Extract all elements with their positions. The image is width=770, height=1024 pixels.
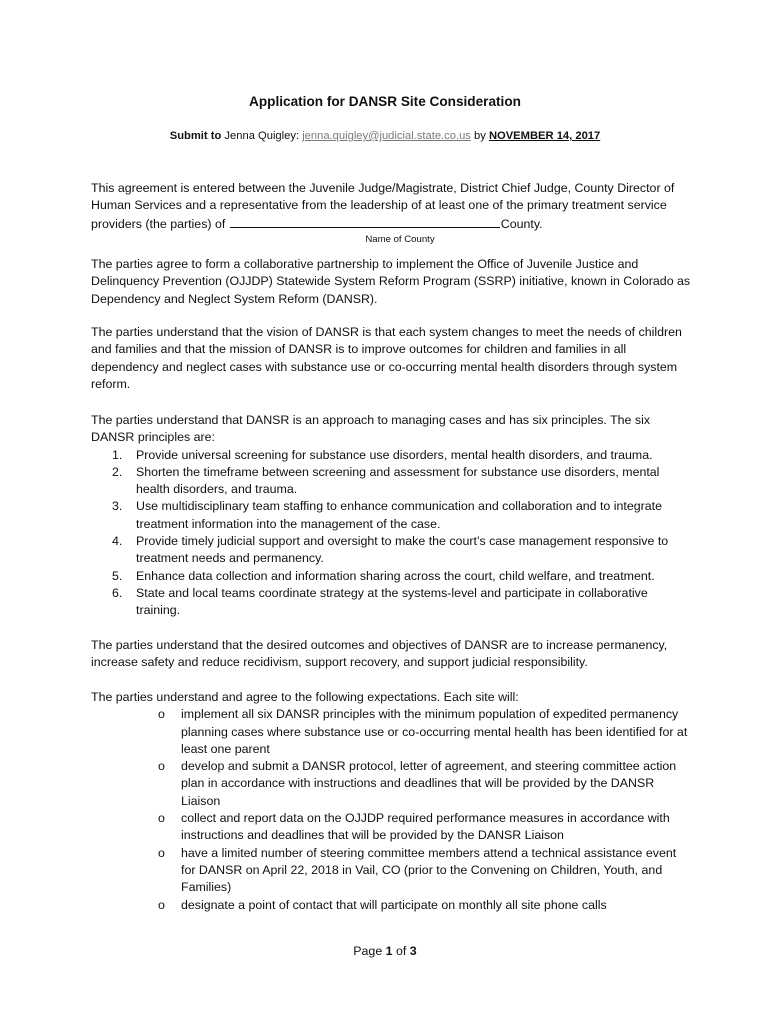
circle-bullet-icon: o bbox=[158, 759, 165, 774]
page-word: Page bbox=[353, 944, 386, 958]
outcomes-paragraph: The parties understand that the desired outcomes and objectives of DANSR are to increase permanency, increase safety and reduce recidivism, support recovery, and support judicial responsibility. bbox=[91, 638, 668, 670]
list-item bbox=[91, 706, 691, 758]
list-item-text: collect and report data on the OJJDP required performance measures in accordance with instructions and deadlines that will be provided by the DANSR Liaison bbox=[181, 811, 670, 843]
list-item bbox=[91, 464, 691, 499]
circle-bullet-icon: o bbox=[158, 811, 165, 826]
list-item-text: Shorten the timeframe between screening and assessment for substance use disorders, mental health disorders, and trauma. bbox=[136, 464, 660, 497]
county-name-blank[interactable] bbox=[230, 215, 500, 228]
submit-by-text: by bbox=[470, 130, 489, 142]
list-item bbox=[91, 533, 691, 568]
circle-bullet-icon: o bbox=[158, 707, 165, 722]
list-item bbox=[91, 447, 691, 464]
submit-recipient: Jenna Quigley: bbox=[221, 130, 303, 142]
vision-paragraph: The parties understand that the vision of DANSR is that each system changes to meet the needs of children and families and that the mission of DANSR is to improve outcomes for children and families in all dependency and neglect cases with substance use or co-occurring mental health disorders through system reform. bbox=[91, 325, 682, 391]
list-item-number: 2. bbox=[112, 464, 123, 479]
list-item-text: Provide universal screening for substance use disorders, mental health disorders, and trauma. bbox=[136, 447, 653, 462]
list-item bbox=[91, 585, 691, 620]
list-item-text: designate a point of contact that will participate on monthly all site phone calls bbox=[181, 897, 607, 912]
list-item-number: 4. bbox=[112, 534, 123, 549]
list-item-text: implement all six DANSR principles with the minimum population of expedited permanency planning cases where substance use or co-occurring mental health has been identified for at least one parent bbox=[181, 707, 688, 756]
list-item bbox=[91, 568, 691, 585]
list-item bbox=[91, 897, 691, 914]
submit-email-link[interactable]: jenna.quigley@judicial.state.co.us bbox=[302, 130, 471, 142]
document-title: Application for DANSR Site Consideration bbox=[249, 94, 521, 109]
intro-text: This agreement is entered between the Juvenile Judge/Magistrate, District Chief Judge, County Director of Human Services and a representative from the leadership of at least one of the primary treatment service providers (the parties) of bbox=[91, 181, 675, 231]
list-item-text: have a limited number of steering committee members attend a technical assistance event for DANSR on April 22, 2018 in Vail, CO (prior to the Convening on Children, Youth, and Families) bbox=[181, 845, 677, 895]
current-page-number: 1 bbox=[385, 944, 393, 958]
principles-list bbox=[91, 447, 691, 620]
submit-label: Submit to bbox=[169, 130, 222, 142]
intro-county-suffix: County. bbox=[500, 216, 543, 231]
submit-line bbox=[0, 130, 770, 142]
county-blank-label: Name of County bbox=[365, 234, 435, 245]
list-item bbox=[91, 845, 691, 897]
of-word: of bbox=[392, 944, 410, 958]
list-item bbox=[91, 758, 691, 810]
list-item-text: develop and submit a DANSR protocol, letter of agreement, and steering committee action plan in accordance with instructions and deadlines that will be provided by the DANSR Liaison bbox=[181, 759, 677, 808]
list-item-number: 3. bbox=[112, 499, 123, 514]
circle-bullet-icon: o bbox=[158, 845, 165, 860]
list-item-number: 1. bbox=[112, 447, 123, 462]
list-item bbox=[91, 810, 691, 845]
list-item bbox=[91, 498, 691, 533]
expectations-list bbox=[91, 706, 691, 914]
list-item-text: Provide timely judicial support and oversight to make the court’s case management responsive to treatment needs and permanency. bbox=[136, 534, 669, 566]
list-item-number: 5. bbox=[112, 568, 123, 583]
list-item-text: Enhance data collection and information sharing across the court, child welfare, and treatment. bbox=[136, 568, 655, 583]
principles-section bbox=[91, 412, 691, 620]
page-footer bbox=[0, 944, 770, 958]
partnership-paragraph: The parties agree to form a collaborative partnership to implement the Office of Juvenile Justice and Delinquency Prevention (OJJDP) Statewide System Reform Program (SSRP) initiative, known in Colorado as Dependency and Neglect System Reform (DANSR). bbox=[91, 257, 691, 306]
submit-deadline: NOVEMBER 14, 2017 bbox=[488, 130, 601, 142]
intro-paragraph bbox=[91, 180, 691, 233]
principles-intro: The parties understand that DANSR is an approach to managing cases and has six principles. The six DANSR principles are: bbox=[91, 413, 651, 445]
list-item-text: Use multidisciplinary team staffing to enhance communication and collaboration and to integrate treatment information into the management of the case. bbox=[136, 499, 662, 531]
total-page-number: 3 bbox=[409, 944, 417, 958]
expectations-intro: The parties understand and agree to the following expectations. Each site will: bbox=[91, 690, 519, 704]
circle-bullet-icon: o bbox=[158, 897, 165, 912]
list-item-text: State and local teams coordinate strategy at the systems-level and participate in collaborative training. bbox=[136, 585, 648, 618]
list-item-number: 6. bbox=[112, 585, 123, 600]
expectations-section bbox=[91, 689, 691, 914]
